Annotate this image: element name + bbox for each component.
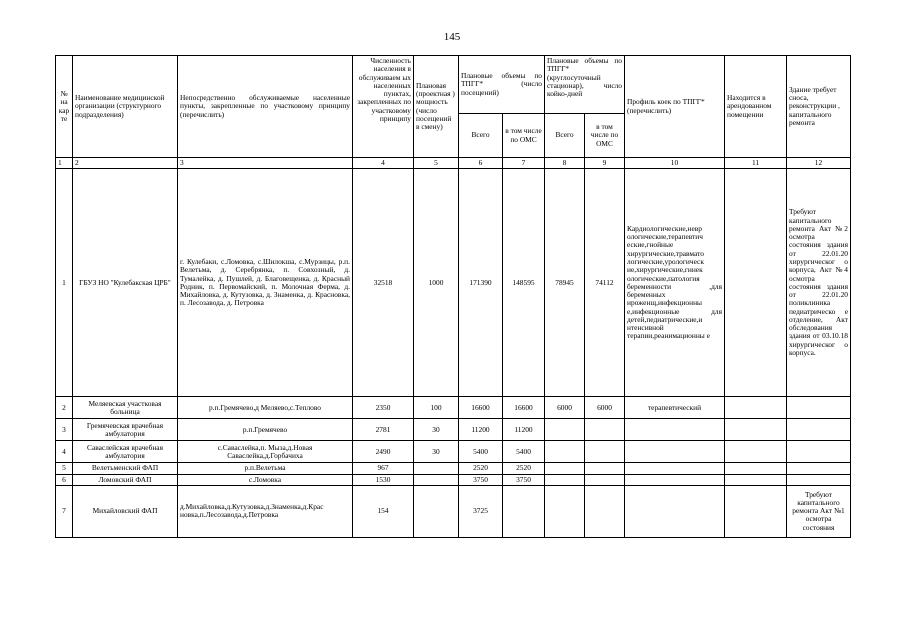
table-row <box>56 485 851 537</box>
beddays-total-value <box>545 474 585 485</box>
beddays-total-value: 78945 <box>545 169 585 397</box>
organization-name: ГБУЗ НО "Кулебакская ЦРБ" <box>73 169 178 397</box>
subheader-visits-total: Всего <box>459 114 503 158</box>
table-row <box>56 474 851 485</box>
beddays-oms-value <box>585 485 625 537</box>
capacity-value: 30 <box>414 441 459 463</box>
bed-profile-value <box>625 474 725 485</box>
repair-value <box>787 463 851 474</box>
header-bed-profile: Профиль коек по ТПГГ* (перечислить) <box>625 56 725 158</box>
row-number: 6 <box>56 474 73 485</box>
column-number: 9 <box>585 158 625 169</box>
rented-value <box>725 485 787 537</box>
row-number: 1 <box>56 169 73 397</box>
bed-profile-value: Кардиологические,невр ологические,терапевтич еские,гнойные хирургические,травмато логические,урологическ ие,хирургические,гинек ологические,патология беременности ,для беременных ироженщ,инфекционны е,инфекционные для детей,педиатрические,и нтенсивной терапии,реанимационны е <box>625 169 725 397</box>
bed-profile-value <box>625 441 725 463</box>
column-number: 2 <box>73 158 178 169</box>
rented-value <box>725 397 787 419</box>
column-number: 5 <box>414 158 459 169</box>
visits-total-value: 3725 <box>459 485 503 537</box>
bed-profile-value <box>625 419 725 441</box>
header-bed-days: Плановые объемы по ТПГГ* (круглосуточный стационар), число койко-дней <box>545 56 625 114</box>
visits-total-value: 171390 <box>459 169 503 397</box>
subheader-beddays-oms: в том числе по ОМС <box>585 114 625 158</box>
column-numbers-row <box>56 158 851 169</box>
header-settlements: Непосредственно обслуживаемые населенные пункты, закрепленные по участковому принципу (перечислить) <box>178 56 353 158</box>
repair-value: Требуют капитального ремонта Акт №1 осмотра состояния <box>787 485 851 537</box>
subheader-beddays-total: Всего <box>545 114 585 158</box>
population-value: 967 <box>353 463 414 474</box>
column-number: 12 <box>787 158 851 169</box>
rented-value <box>725 441 787 463</box>
page-number: 145 <box>443 31 461 43</box>
column-number: 1 <box>56 158 73 169</box>
visits-oms-value: 2520 <box>503 463 545 474</box>
beddays-oms-value: 6000 <box>585 397 625 419</box>
beddays-oms-value <box>585 419 625 441</box>
capacity-value <box>414 485 459 537</box>
visits-total-value: 11200 <box>459 419 503 441</box>
visits-oms-value: 3750 <box>503 474 545 485</box>
header-number: № на кар те <box>56 56 73 158</box>
row-number: 4 <box>56 441 73 463</box>
capacity-value <box>414 474 459 485</box>
row-number: 5 <box>56 463 73 474</box>
column-number: 11 <box>725 158 787 169</box>
row-number: 2 <box>56 397 73 419</box>
organization-name: Меляевская участковая больница <box>73 397 178 419</box>
settlements-list: р.п.Гремячево <box>178 419 353 441</box>
bed-profile-value <box>625 485 725 537</box>
repair-value <box>787 474 851 485</box>
population-value: 2781 <box>353 419 414 441</box>
capacity-value <box>414 463 459 474</box>
column-number: 4 <box>353 158 414 169</box>
settlements-list: р.п.Гремячево,д Меляево,с.Теплово <box>178 397 353 419</box>
settlements-list: с.Ломовка <box>178 474 353 485</box>
visits-total-value: 16600 <box>459 397 503 419</box>
settlements-list: г. Кулебаки, с.Ломовка, с.Шилокша, с.Мурзицы, р.п. Велетьма, д. Серебрянка, п. Совхозный, д. Тумалейка, д. Пушлей, д. Благовещенка, д. Красный Родник, п. Первомайский, п. Молочная Ферма, д. Михайловка, д. Кутузовка, д. Знаменка, д. Красновка, п. Лесозавода, д. Петровка <box>178 169 353 397</box>
rented-value <box>725 474 787 485</box>
column-number: 8 <box>545 158 585 169</box>
organization-name: Михайловский ФАП <box>73 485 178 537</box>
header-rented: Находится в арендованном помещении <box>725 56 787 158</box>
population-value: 154 <box>353 485 414 537</box>
bed-profile-value: терапевтический <box>625 397 725 419</box>
medical-organizations-table <box>55 55 851 538</box>
table-row <box>56 397 851 419</box>
settlements-list: с.Саваслейка,п. Мыза,д.Новая Саваслейка,д.Горбачиха <box>178 441 353 463</box>
row-number: 3 <box>56 419 73 441</box>
visits-oms-value <box>503 485 545 537</box>
organization-name: Ломовский ФАП <box>73 474 178 485</box>
capacity-value: 30 <box>414 419 459 441</box>
column-number: 6 <box>459 158 503 169</box>
beddays-total-value <box>545 419 585 441</box>
beddays-oms-value <box>585 441 625 463</box>
capacity-value: 1000 <box>414 169 459 397</box>
rented-value <box>725 419 787 441</box>
header-visits: Плановые объемы по ТПГГ* (число посещений) <box>459 56 545 114</box>
repair-value <box>787 419 851 441</box>
table-row <box>56 169 851 397</box>
bed-profile-value <box>625 463 725 474</box>
beddays-total-value <box>545 485 585 537</box>
visits-total-value: 3750 <box>459 474 503 485</box>
header-capacity: Плановая (проектная ) мощность (число посещений в смену) <box>414 56 459 158</box>
settlements-list: р.п.Велетьма <box>178 463 353 474</box>
subheader-visits-oms: в том числе по ОМС <box>503 114 545 158</box>
visits-oms-value: 148595 <box>503 169 545 397</box>
column-number: 3 <box>178 158 353 169</box>
beddays-oms-value <box>585 474 625 485</box>
column-number: 10 <box>625 158 725 169</box>
organization-name: Саваслейская врачебная амбулатория <box>73 441 178 463</box>
beddays-oms-value <box>585 463 625 474</box>
settlements-list: д.Михайловка,д.Кутузовка,д.Знаменка,д.Крас новка,п.Лесозавода,д.Петровка <box>178 485 353 537</box>
visits-total-value: 5400 <box>459 441 503 463</box>
header-organization: Наименование медицинской организации (структурного подразделения) <box>73 56 178 158</box>
beddays-total-value <box>545 463 585 474</box>
header-population: Численность населения в обслуживаем ых населенных пунктах, закрепленных по участковому принципу <box>353 56 414 158</box>
visits-total-value: 2520 <box>459 463 503 474</box>
beddays-total-value <box>545 441 585 463</box>
rented-value <box>725 169 787 397</box>
population-value: 2350 <box>353 397 414 419</box>
visits-oms-value: 5400 <box>503 441 545 463</box>
population-value: 1530 <box>353 474 414 485</box>
repair-value <box>787 397 851 419</box>
header-repair: Здание требует сноса, реконструкции , капитального ремонта <box>787 56 851 158</box>
organization-name: Велетьменский ФАП <box>73 463 178 474</box>
table-header-row <box>56 56 851 114</box>
population-value: 32518 <box>353 169 414 397</box>
organization-name: Гремячевская врачебная амбулатория <box>73 419 178 441</box>
capacity-value: 100 <box>414 397 459 419</box>
beddays-oms-value: 74112 <box>585 169 625 397</box>
population-value: 2490 <box>353 441 414 463</box>
visits-oms-value: 11200 <box>503 419 545 441</box>
repair-value <box>787 441 851 463</box>
table-row <box>56 463 851 474</box>
column-number: 7 <box>503 158 545 169</box>
table-row <box>56 441 851 463</box>
row-number: 7 <box>56 485 73 537</box>
table-row <box>56 419 851 441</box>
visits-oms-value: 16600 <box>503 397 545 419</box>
rented-value <box>725 463 787 474</box>
beddays-total-value: 6000 <box>545 397 585 419</box>
repair-value: Требуют капитального ремонта Акт №2 осмотра состояния здания от 22.01.20 хирургическог о корпуса, Акт №4 осмотра состояния здания от 22.01.20 поликлиника педиатрическо е отделение, Акт обследования здания от 03.10.18 хирургическог о корпуса. <box>787 169 851 397</box>
